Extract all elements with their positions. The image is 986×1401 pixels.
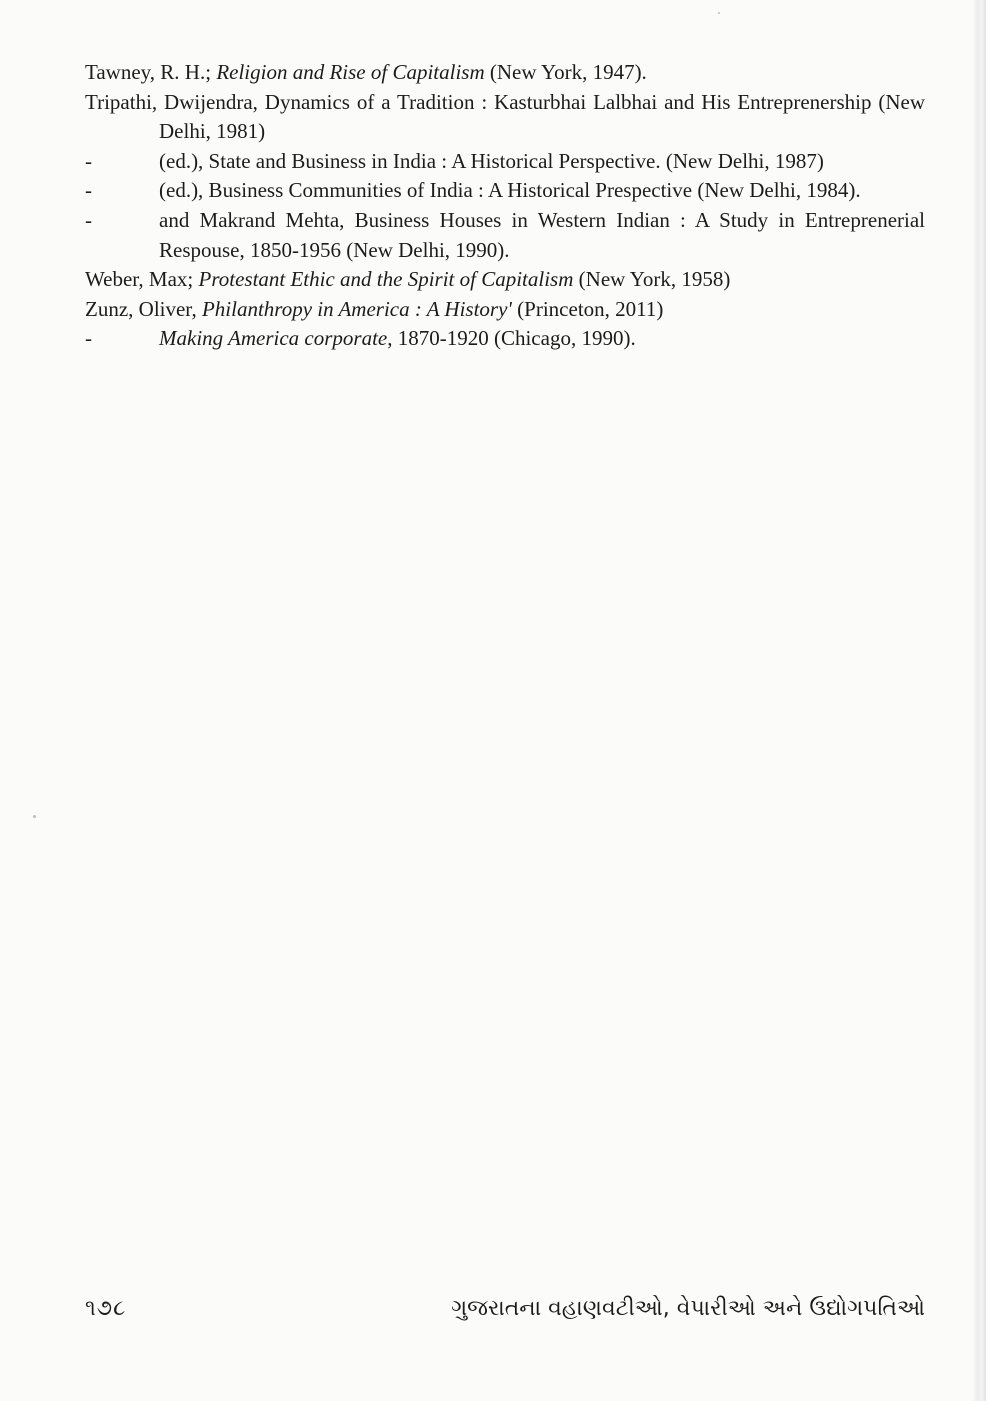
entry-title: Making America corporate: [159, 326, 388, 351]
entry-title: Protestant Ethic and the Spirit of Capitalism: [198, 267, 574, 292]
paper-speck: [33, 815, 36, 818]
entry-publication: (New York, 1958): [573, 267, 731, 292]
entry-text: Tripathi, Dwijendra, Dynamics of a Tradition : Kasturbhai Lalbhai and His Entreprenership (New Delhi, 1981): [85, 89, 925, 144]
entry-author: Tawney, R. H.;: [85, 60, 217, 84]
entry-text: and Makrand Mehta, Business Houses in Western Indian : A Study in Entreprenerial Respouse, 1850-1956 (New Delhi, 1990).: [159, 207, 925, 262]
bibliography-list: [85, 58, 925, 354]
entry-text: (ed.), Business Communities of India : A Historical Prespective (New Delhi, 1984).: [159, 178, 861, 203]
paper-speck: [718, 12, 720, 14]
ditto-dash: -: [85, 326, 92, 351]
page-edge-shadow: [972, 0, 986, 1401]
bibliography-subentry: [85, 324, 925, 354]
entry-publication: , 1870-1920 (Chicago, 1990).: [387, 326, 636, 351]
running-title: ગુજરાતના વહાણવટીઓ, વેપારીઓ અને ઉદ્યોગપતિઓ: [451, 1296, 925, 1321]
entry-author: Zunz, Oliver,: [85, 296, 202, 321]
ditto-dash: -: [85, 148, 92, 173]
entry-publication: (New York, 1947).: [484, 60, 647, 84]
entry-publication: (Princeton, 2011): [511, 296, 664, 321]
entry-title: Religion and Rise of Capitalism: [216, 60, 485, 84]
ditto-dash: -: [85, 178, 92, 203]
bibliography-entry: [85, 58, 925, 88]
bibliography-subentry: [85, 206, 925, 265]
bibliography-entry: [85, 88, 925, 147]
ditto-dash: -: [85, 207, 92, 232]
entry-title: Philanthropy in America : A History': [201, 296, 512, 321]
bibliography-entry: [85, 295, 925, 325]
bibliography-subentry: [85, 147, 925, 177]
bibliography-entry: [85, 265, 925, 295]
bibliography-subentry: [85, 176, 925, 206]
entry-text: (ed.), State and Business in India : A Historical Perspective. (New Delhi, 1987): [159, 148, 824, 173]
page-footer: [85, 1296, 925, 1336]
entry-author: Weber, Max;: [85, 267, 199, 292]
entry-text: [159, 324, 925, 354]
page-number: ૧૭૮: [85, 1296, 127, 1321]
